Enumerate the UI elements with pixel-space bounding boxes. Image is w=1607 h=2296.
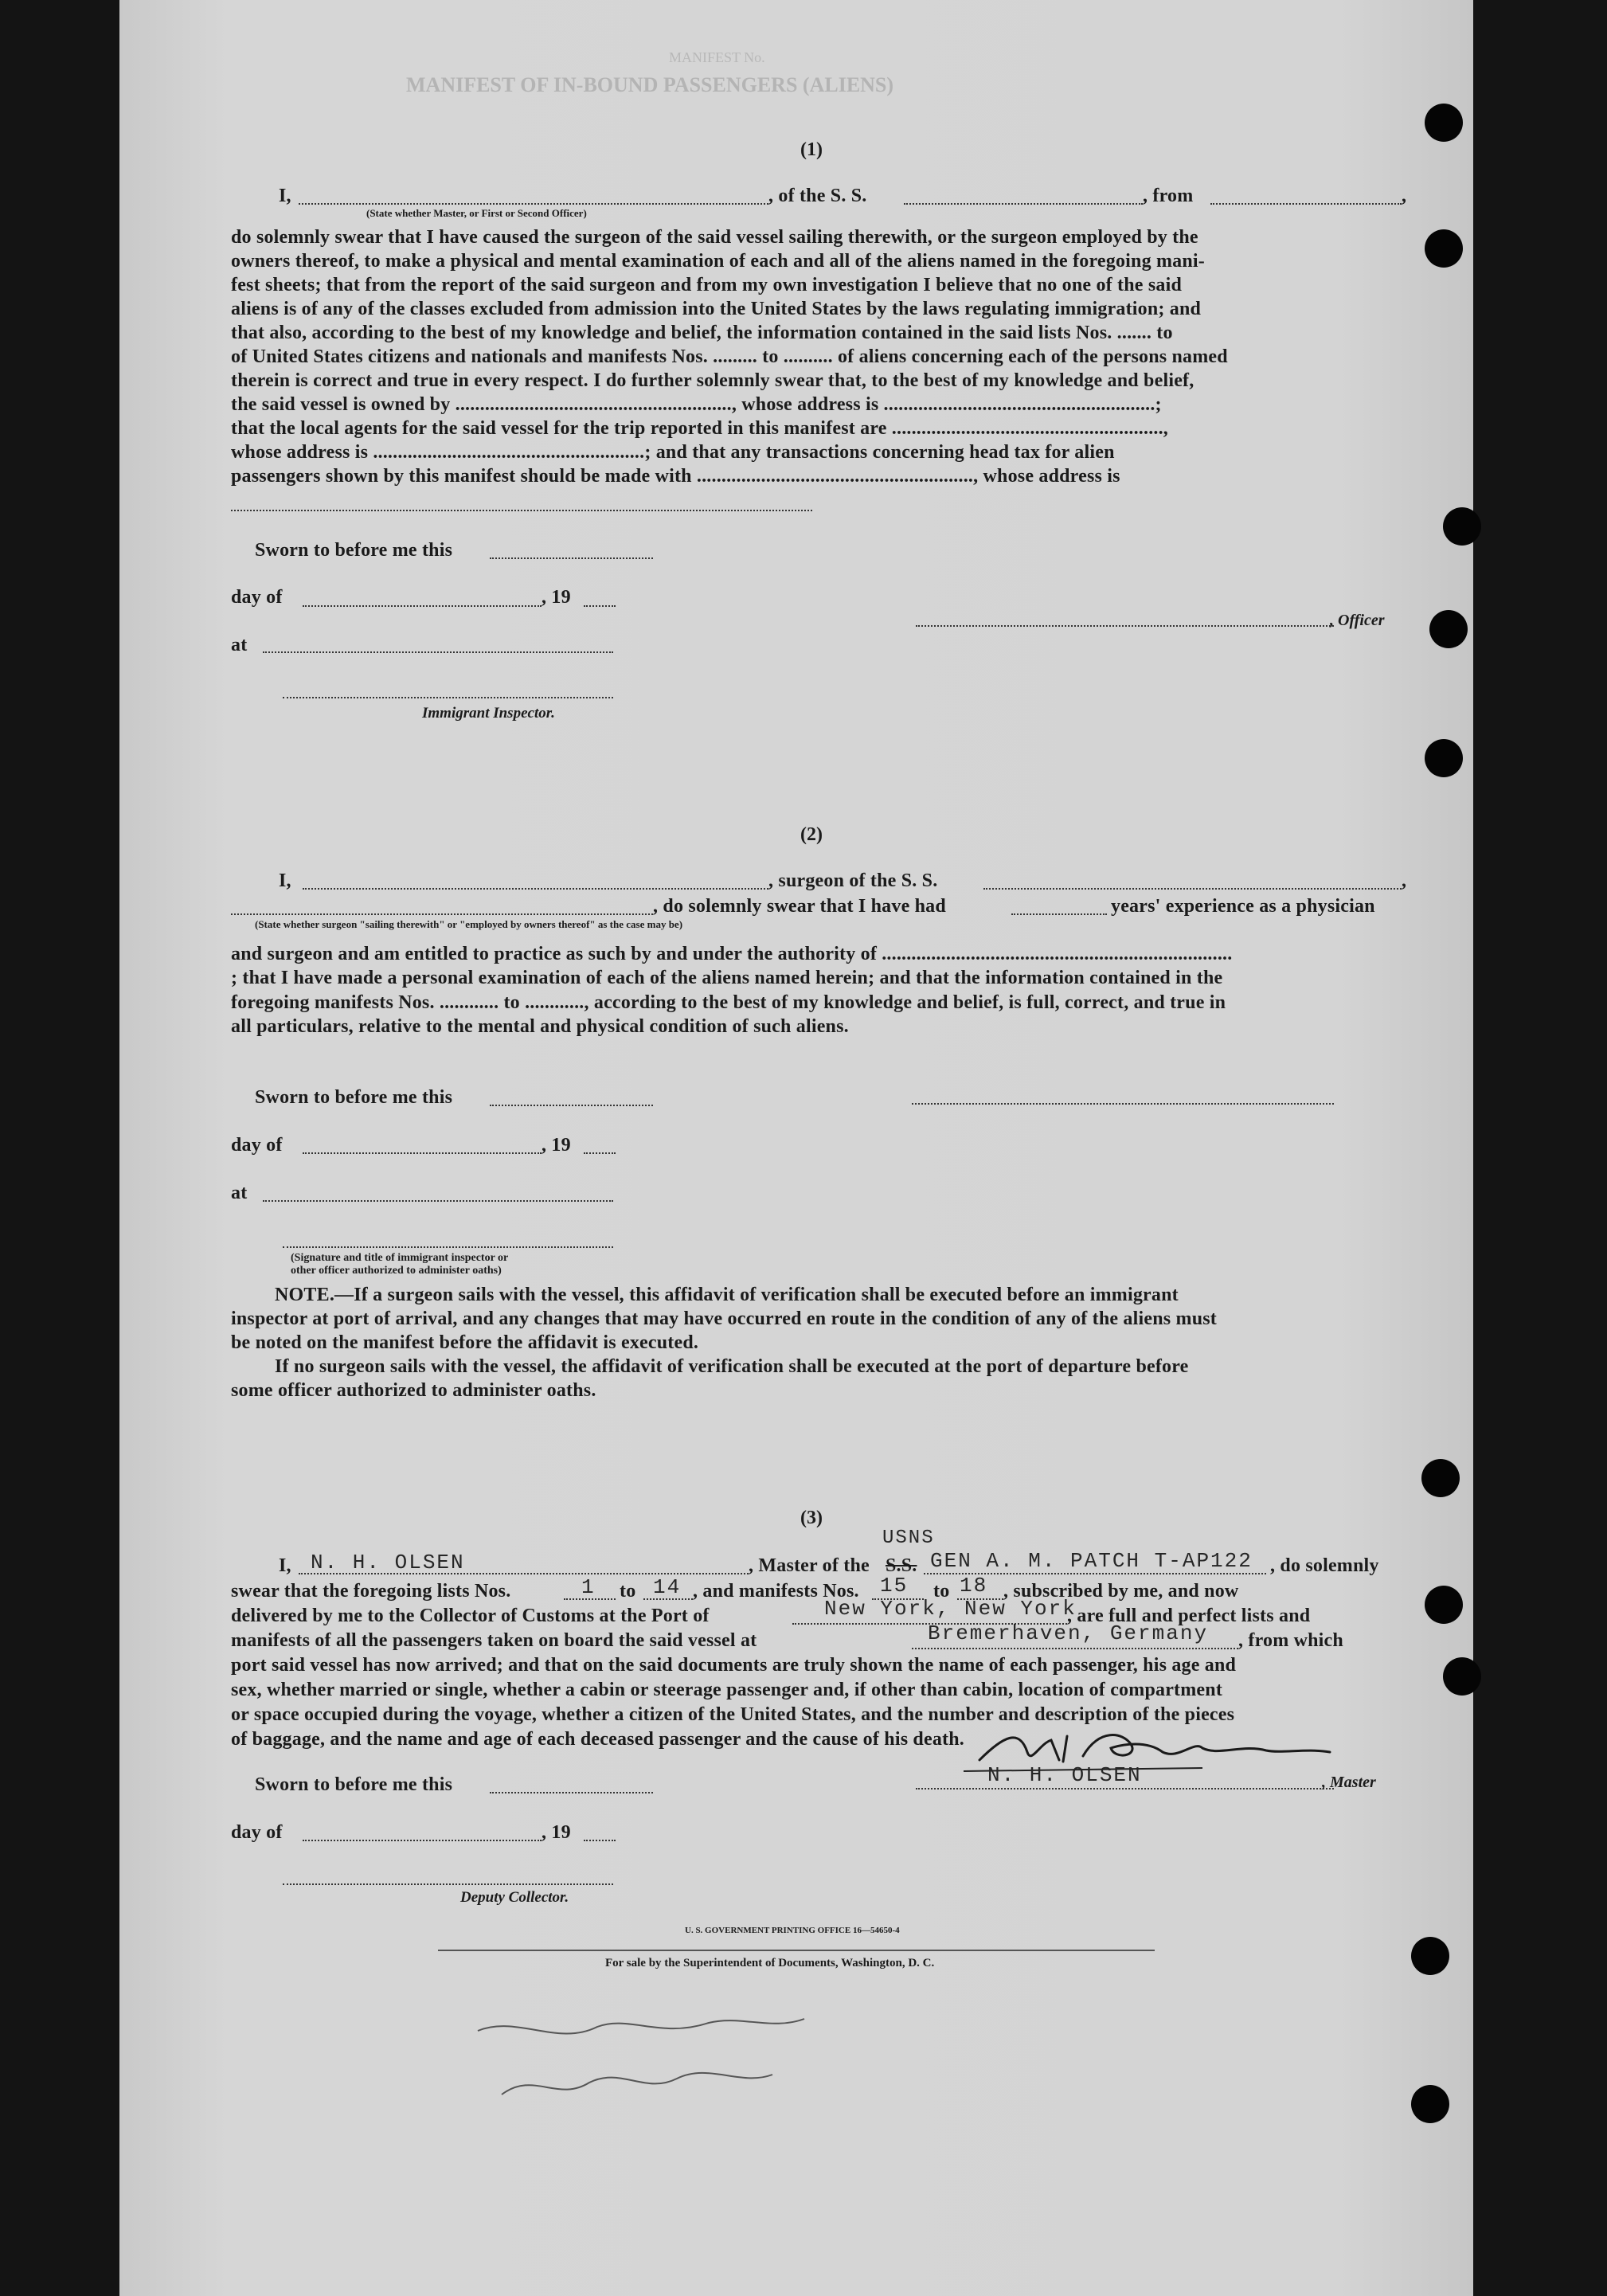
s3-master-label: , Master — [1322, 1774, 1376, 1791]
master-name-signature-typed: N. H. OLSEN — [987, 1763, 1142, 1787]
s1-at-label: at — [231, 635, 248, 655]
s1-line: owners thereof, to make a physical and mental examination of each and all of the aliens named in the foregoing mani- — [231, 251, 1205, 272]
punch-hole — [1411, 1937, 1449, 1975]
s1-officer-label: , Officer — [1330, 612, 1385, 629]
note-line: be noted on the manifest before the affidavit is executed. — [231, 1332, 699, 1353]
s2-year-line — [584, 1152, 616, 1154]
s3-day-of-label: day of — [231, 1822, 283, 1843]
s1-line: whose address is .......................................................; and that any transactions concerning head tax for alien — [231, 442, 1115, 463]
port-typed: New York, New York — [824, 1597, 1077, 1621]
punch-hole — [1421, 1459, 1460, 1497]
s2-i-label: I, — [279, 870, 291, 891]
s2-line: and surgeon and am entitled to practice as such by and under the authority of ....................................................................... — [231, 944, 1233, 964]
faint-manifest-heading: MANIFEST OF IN-BOUND PASSENGERS (ALIENS) — [406, 73, 894, 96]
s1-line: that also, according to the best of my knowledge and belief, the information contained in the said lists Nos. ....... to — [231, 323, 1173, 343]
s3-master-of-the: , Master of the — [749, 1555, 870, 1576]
s1-at-line — [263, 651, 613, 653]
s2-line: ; that I have made a personal examination of each of the aliens named herein; and that the information contained in the — [231, 968, 1223, 988]
section-3-number: (3) — [800, 1508, 823, 1528]
lists-to-typed: 14 — [653, 1575, 682, 1599]
s2-signature-note: other officer authorized to administer oaths) — [291, 1265, 502, 1277]
manifests-from-typed: 15 — [880, 1574, 909, 1598]
s2-years-experience: years' experience as a physician — [1111, 896, 1375, 917]
s3-manifests-of: manifests of all the passengers taken on board the said vessel at — [231, 1630, 757, 1651]
punch-hole — [1443, 507, 1481, 546]
s3-do-solemnly: , do solemnly — [1270, 1555, 1379, 1576]
s3-i-label: I, — [279, 1555, 291, 1576]
s3-to-label: to — [620, 1581, 636, 1602]
s2-surgeon-note: (State whether surgeon "sailing therewith" or "employed by owners thereof" as the case may be) — [255, 918, 683, 930]
departure-port-typed: Bremerhaven, Germany — [928, 1621, 1209, 1645]
s1-day-line — [303, 605, 542, 607]
s2-at-label: at — [231, 1183, 248, 1203]
s1-inspector-label: Immigrant Inspector. — [422, 705, 555, 722]
s3-deputy-label: Deputy Collector. — [460, 1889, 569, 1906]
s2-day-line — [303, 1152, 542, 1154]
s1-sworn-line — [490, 557, 653, 559]
s1-line: do solemnly swear that I have caused the surgeon of the said vessel sailing therewith, or the surgeon employed by the — [231, 227, 1198, 248]
s3-line: port said vessel has now arrived; and that on the said documents are truly shown the name of each passenger, his age and — [231, 1655, 1237, 1676]
departure-port-line — [912, 1648, 1238, 1649]
s2-sailing-line — [231, 913, 653, 915]
s1-master-name-line — [299, 203, 768, 205]
footer-divider — [438, 1950, 1155, 1951]
s1-master-note: (State whether Master, or First or Second Officer) — [366, 207, 587, 219]
s1-year-line — [584, 605, 616, 607]
punch-hole — [1425, 1586, 1463, 1624]
s1-of-the-ss: , of the S. S. — [768, 186, 867, 206]
s1-officer-signature-line — [916, 625, 1334, 627]
punch-hole — [1443, 1657, 1481, 1696]
s2-sworn-line — [490, 1105, 653, 1106]
s1-from-line — [1210, 203, 1402, 205]
s3-year-line — [584, 1840, 616, 1841]
ss-struck-out: S.S. — [886, 1555, 917, 1576]
s2-line: all particulars, relative to the mental and physical condition of such aliens. — [231, 1016, 849, 1037]
manifests-to-typed: 18 — [960, 1574, 988, 1598]
s1-from-label: , from — [1143, 186, 1194, 206]
s1-comma: , — [1402, 186, 1407, 206]
note-line: NOTE.—If a surgeon sails with the vessel, this affidavit of verification shall be executed before an immigrant — [275, 1285, 1179, 1305]
section-2-number: (2) — [800, 824, 823, 845]
s2-comma: , — [1402, 870, 1407, 891]
s2-signature-note: (Signature and title of immigrant inspector or — [291, 1252, 509, 1264]
s3-day-line — [303, 1840, 542, 1841]
s3-full-perfect: , are full and perfect lists and — [1067, 1606, 1311, 1626]
s2-vessel-line — [983, 888, 1402, 890]
punch-hole — [1429, 610, 1468, 648]
s1-line: fest sheets; that from the report of the said surgeon and from my own investigation I believe that no one of the said — [231, 275, 1183, 295]
section-1-number: (1) — [800, 139, 823, 160]
s1-i-label: I, — [279, 186, 291, 206]
s2-surgeon-of-ss: , surgeon of the S. S. — [768, 870, 938, 891]
s2-at-line — [263, 1200, 613, 1202]
faint-manifest-number: MANIFEST No. — [669, 49, 765, 65]
s3-and-manifests: , and manifests Nos. — [693, 1581, 859, 1602]
s2-year-label: , 19 — [542, 1135, 571, 1156]
s2-officer-signature-line — [283, 1246, 613, 1248]
s1-line: aliens is of any of the classes excluded from admission into the United States by the laws regulating immigration; and — [231, 299, 1202, 319]
s3-subscribed: , subscribed by me, and now — [1003, 1581, 1239, 1602]
s2-surgeon-signature-line — [912, 1103, 1334, 1105]
s2-surgeon-name-line — [303, 888, 768, 890]
note-line: If no surgeon sails with the vessel, the affidavit of verification shall be executed at the port of departure before — [275, 1356, 1189, 1377]
s1-line: of United States citizens and nationals and manifests Nos. ......... to .......... of aliens concerning each of the persons named — [231, 346, 1228, 367]
s3-master-signature-line — [916, 1788, 1334, 1789]
punch-hole — [1425, 739, 1463, 777]
s2-day-of-label: day of — [231, 1135, 283, 1156]
s1-sworn-label: Sworn to before me this — [255, 540, 453, 561]
vessel-name-typed: GEN A. M. PATCH T-AP122 — [930, 1549, 1253, 1573]
s3-deputy-signature-line — [283, 1883, 613, 1885]
punch-hole — [1425, 229, 1463, 268]
s3-year-label: , 19 — [542, 1822, 571, 1843]
printing-office-line: U. S. GOVERNMENT PRINTING OFFICE 16—54650-4 — [685, 1926, 900, 1935]
s2-solemnly-swear: , do solemnly swear that I have had — [653, 896, 946, 917]
s2-line: foregoing manifests Nos. ............ to ............, according to the best of my knowledge and belief, is full, correct, and true in — [231, 992, 1226, 1013]
for-sale-line: For sale by the Superintendent of Documents, Washington, D. C. — [605, 1957, 935, 1969]
lists-from-typed: 1 — [581, 1575, 596, 1599]
s1-inspector-signature-line — [283, 697, 613, 698]
s1-address-continuation-line — [231, 510, 812, 511]
s3-sworn-label: Sworn to before me this — [255, 1774, 453, 1795]
s1-line: the said vessel is owned by ........................................................, whose address is .......................................................; — [231, 394, 1162, 415]
punch-hole — [1411, 2085, 1449, 2123]
s1-line: therein is correct and true in every respect. I do further solemnly swear that, to the best of my knowledge and belief, — [231, 370, 1194, 391]
punch-hole — [1425, 104, 1463, 142]
s3-swear-text: swear that the foregoing lists Nos. — [231, 1581, 511, 1602]
master-name-typed: N. H. OLSEN — [311, 1551, 465, 1574]
s1-year-label: , 19 — [542, 587, 571, 608]
s3-to-label-2: to — [933, 1581, 950, 1602]
s3-master-name-line — [299, 1573, 749, 1574]
note-line: some officer authorized to administer oaths. — [231, 1380, 596, 1401]
manifest-page — [119, 0, 1473, 2296]
s3-from-which: , from which — [1238, 1630, 1343, 1651]
s1-line: passengers shown by this manifest should be made with ........................................................, whose address is — [231, 466, 1120, 487]
s2-sworn-label: Sworn to before me this — [255, 1087, 453, 1108]
s3-delivered: delivered by me to the Collector of Customs at the Port of — [231, 1606, 710, 1626]
bottom-pencil-marks — [470, 2007, 884, 2126]
s1-vessel-line — [904, 203, 1143, 205]
s3-line: of baggage, and the name and age of each deceased passenger and the cause of his death. — [231, 1729, 964, 1750]
s1-day-of-label: day of — [231, 587, 283, 608]
note-line: inspector at port of arrival, and any changes that may have occurred en route in the condition of any of the aliens must — [231, 1308, 1217, 1329]
s3-sworn-line — [490, 1792, 653, 1793]
s3-line: or space occupied during the voyage, whether a citizen of the United States, and the number and description of the pieces — [231, 1704, 1235, 1725]
s2-years-line — [1011, 913, 1107, 915]
s1-line: that the local agents for the said vessel for the trip reported in this manifest are ......................................................., — [231, 418, 1169, 439]
s3-line: sex, whether married or single, whether a cabin or steerage passenger and, if other than cabin, location of compartment — [231, 1680, 1223, 1700]
usns-insert: USNS — [882, 1527, 935, 1549]
